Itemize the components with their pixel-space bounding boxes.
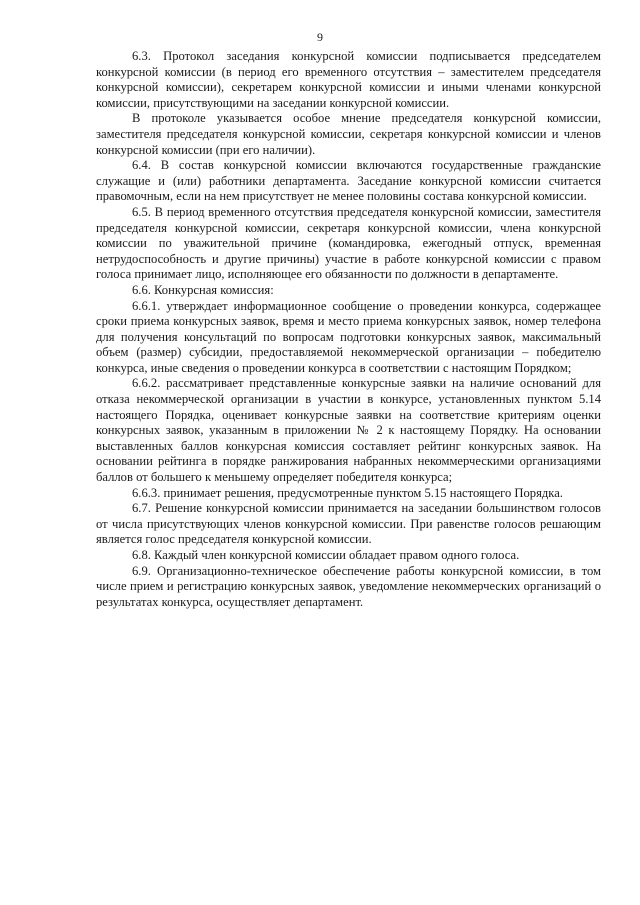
document-body [96,49,601,610]
paragraph-6-3: 6.3. Протокол заседания конкурсной комиссии подписывается председателем конкурсной комиссии (в период его временного отсутствия – заместителем председателя конкурсной комиссии), секретарем конкурсной комиссии и иными членами конкурсной комиссии, присутствующими на заседании конкурсной комиссии. [96,49,601,110]
paragraph-6-4: 6.4. В состав конкурсной комиссии включаются государственные гражданские служащие и (или) работники департамента. Заседание конкурсной комиссии считается правомочным, если на нем присутствует не менее половины состава конкурсной комиссии. [96,158,601,204]
paragraph-6-6: 6.6. Конкурсная комиссия: [132,282,274,297]
paragraph-6-6-1: 6.6.1. утверждает информационное сообщение о проведении конкурса, содержащее сроки приема конкурсных заявок, время и место приема конкурсных заявок, номер телефона для получения консультаций по вопросам подготовки конкурсных заявок, максимальный объем (размер) субсидии, предоставляемой некоммерческой организации – победителю конкурса, иные сведения о проведении конкурса в соответствии с настоящим Порядком; [96,298,601,375]
paragraph-6-8: 6.8. Каждый член конкурсной комиссии обладает правом одного голоса. [132,548,520,562]
paragraph-6-7: 6.7. Решение конкурсной комиссии принимается на заседании большинством голосов от числа присутствующих членов конкурсной комиссии. При равенстве голосов решающим является голос председателя конкурсной комиссии. [96,501,601,547]
paragraph-6-6-2: 6.6.2. рассматривает представленные конкурсные заявки на наличие оснований для отказа некоммерческой организации в участии в конкурсе, установленных пунктом 5.14 настоящего Порядка, оценивает конкурсные заявки на соответствие критериям оценки конкурсных заявок, указанным в приложении № 2 к настоящему Порядку. На основании выставленных баллов конкурсная комиссия составляет рейтинг конкурсных заявок. На основании рейтинга в порядке ранжирования набранных некоммерческими организациями баллов от большего к меньшему определяет победителя конкурса; [96,376,601,485]
paragraph-6-3-dissent: В протоколе указывается особое мнение председателя конкурсной комиссии, заместителя председателя конкурсной комиссии, секретаря конкурсной комиссии и членов конкурсной комиссии (при его наличии). [96,111,601,157]
page-number: 9 [317,30,323,44]
paragraph-6-9: 6.9. Организационно-техническое обеспечение работы конкурсной комиссии, в том числе прием и регистрацию конкурсных заявок, уведомление некоммерческих организаций о результатах конкурса, осуществляет департамент. [96,563,601,609]
paragraph-6-6-3: 6.6.3. принимает решения, предусмотренные пунктом 5.15 настоящего Порядка. [132,485,563,500]
paragraph-6-5: 6.5. В период временного отсутствия председателя конкурсной комиссии, заместителя председателя конкурсной комиссии, секретаря конкурсной комиссии, члена конкурсной комиссии по уважительной причине (командировка, ежегодный отпуск, временная нетрудоспособность и другие причины) участие в работе конкурсной комиссии с правом голоса принимает лицо, исполняющее его обязанности по должности в департаменте. [96,204,601,282]
